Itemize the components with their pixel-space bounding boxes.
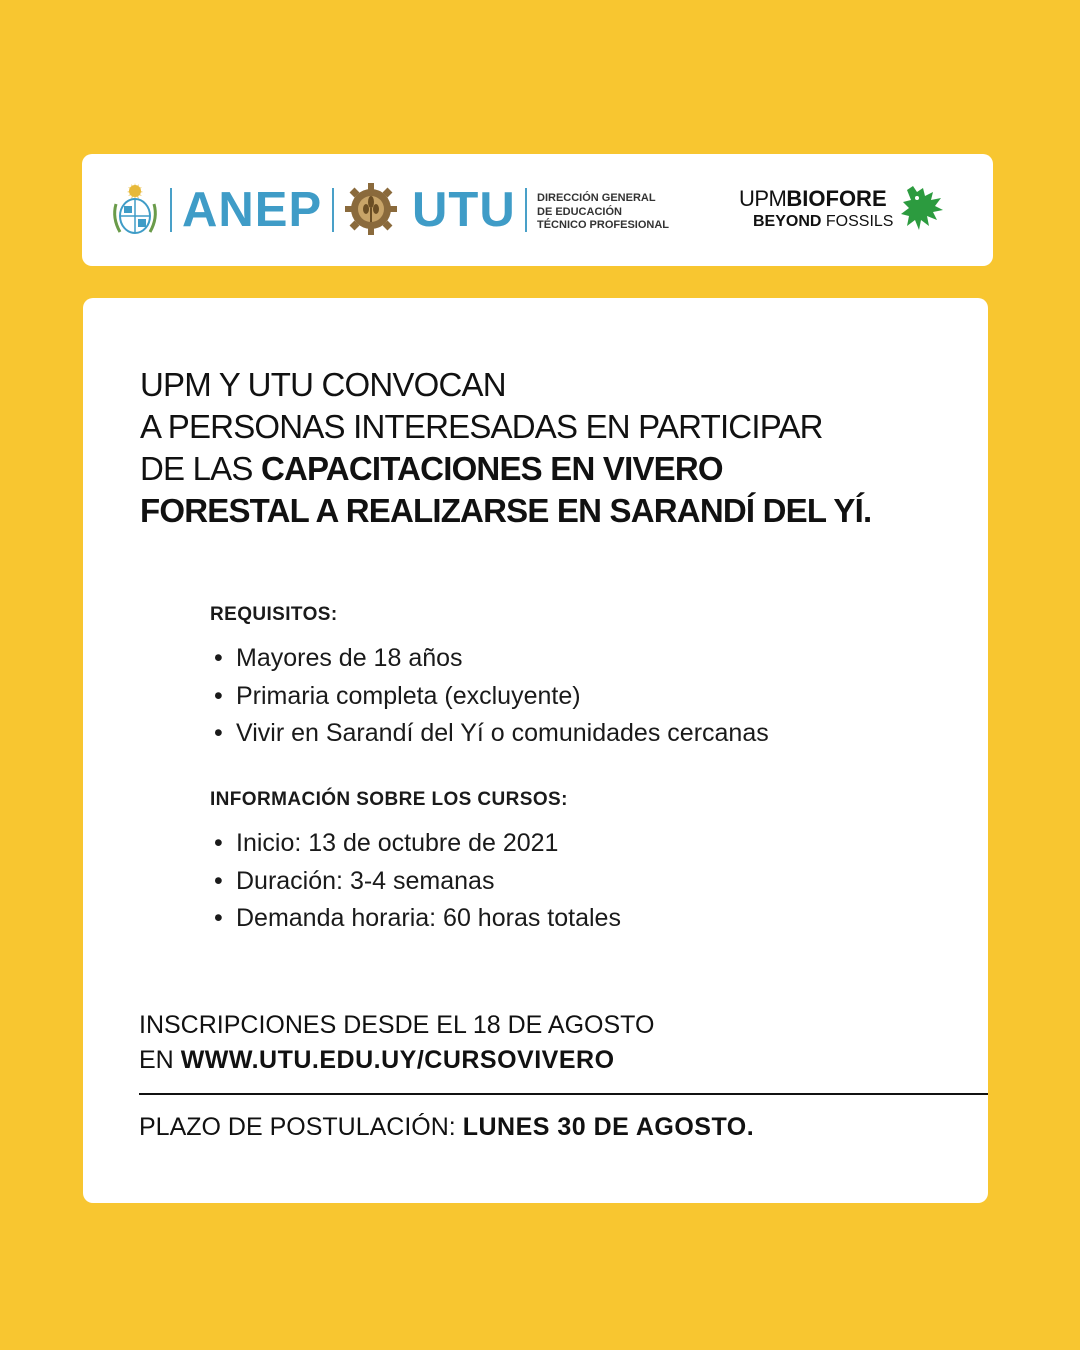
headline-line: UPM Y UTU CONVOCAN bbox=[140, 366, 506, 403]
headline-emphasis: CAPACITACIONES EN VIVERO bbox=[260, 450, 723, 487]
registration-prefix: EN bbox=[139, 1046, 181, 1074]
logo-row bbox=[82, 154, 993, 266]
utu-gear-wheat-icon bbox=[344, 182, 398, 236]
registration-dates: INSCRIPCIONES DESDE EL 18 DE AGOSTO bbox=[139, 1011, 655, 1039]
bullet: • bbox=[214, 904, 223, 932]
bullet: • bbox=[214, 681, 223, 710]
list-item-text: Primaria completa (excluyente) bbox=[236, 681, 581, 710]
bullet: • bbox=[214, 866, 223, 895]
list-item bbox=[214, 900, 621, 938]
separator bbox=[525, 188, 527, 232]
headline-emphasis-line: FORESTAL A REALIZARSE EN SARANDÍ DEL YÍ. bbox=[140, 492, 872, 529]
deadline bbox=[139, 1108, 754, 1146]
separator bbox=[332, 188, 334, 232]
headline bbox=[140, 364, 871, 532]
upm-griffin-icon bbox=[899, 184, 945, 234]
course-info-title: INFORMACIÓN SOBRE LOS CURSOS: bbox=[210, 789, 568, 810]
dgetp-line: TÉCNICO PROFESIONAL bbox=[537, 219, 670, 231]
upm-tag-light: FOSSILS bbox=[821, 213, 894, 230]
list-item bbox=[214, 640, 769, 678]
registration-info bbox=[139, 1008, 654, 1078]
bullet: • bbox=[214, 829, 223, 857]
dgetp-label bbox=[537, 192, 669, 233]
list-item bbox=[214, 678, 769, 716]
list-item-text: Duración: 3-4 semanas bbox=[236, 866, 495, 895]
upm-tag-bold: BEYOND bbox=[753, 213, 822, 230]
list-item bbox=[214, 825, 621, 863]
anep-logo-text: ANEP bbox=[182, 183, 323, 237]
deadline-label: PLAZO DE POSTULACIÓN: bbox=[139, 1113, 463, 1141]
dgetp-line: DE EDUCACIÓN bbox=[537, 205, 622, 218]
upm-logo bbox=[739, 187, 893, 233]
separator bbox=[170, 188, 172, 232]
bullet: • bbox=[214, 644, 223, 672]
headline-line bbox=[140, 448, 871, 490]
list-item bbox=[214, 715, 769, 753]
registration-url[interactable]: WWW.UTU.EDU.UY/CURSOVIVERO bbox=[180, 1046, 615, 1074]
headline-prefix: DE LAS bbox=[140, 450, 261, 487]
course-info-list bbox=[214, 825, 621, 938]
list-item-text: Mayores de 18 años bbox=[236, 644, 463, 672]
registration-link-line bbox=[139, 1043, 654, 1078]
headline-line: A PERSONAS INTERESADAS EN PARTICIPAR bbox=[140, 408, 823, 445]
deadline-date: LUNES 30 DE AGOSTO. bbox=[462, 1113, 755, 1141]
announcement-card bbox=[83, 298, 988, 1203]
list-item-text: Vivir en Sarandí del Yí o comunidades cercanas bbox=[236, 719, 769, 747]
upm-brand: BIOFORE bbox=[786, 186, 887, 211]
upm-tagline bbox=[739, 210, 893, 233]
dgetp-line: DIRECCIÓN GENERAL bbox=[537, 192, 656, 204]
upm-biofore-wordmark bbox=[739, 187, 893, 210]
list-item bbox=[214, 863, 621, 901]
utu-logo-text: UTU bbox=[412, 183, 516, 237]
bullet: • bbox=[214, 719, 223, 747]
logo-header-card bbox=[82, 154, 993, 266]
list-item-text: Inicio: 13 de octubre de 2021 bbox=[236, 829, 559, 857]
uruguay-shield-icon bbox=[110, 182, 160, 238]
upm-prefix: UPM bbox=[739, 186, 787, 211]
requirements-title: REQUISITOS: bbox=[210, 604, 338, 625]
requirements-list bbox=[214, 640, 769, 753]
divider bbox=[139, 1093, 988, 1095]
list-item-text: Demanda horaria: 60 horas totales bbox=[236, 904, 621, 932]
